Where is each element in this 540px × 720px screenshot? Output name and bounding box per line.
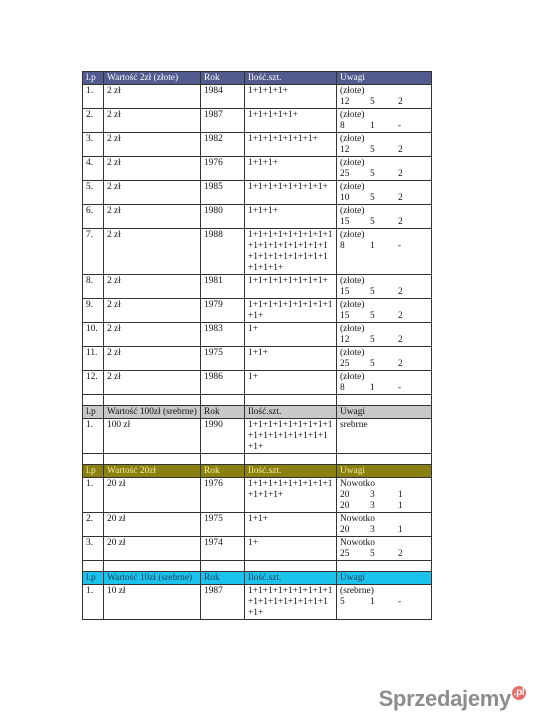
note-numbers [340, 311, 428, 322]
note-number: 3 [370, 525, 375, 535]
qty-text: 1+1+1+1+1+1+1+1+1+1+1+1+ [248, 479, 333, 500]
header-notes: Uwagi [337, 572, 432, 585]
row-notes [337, 513, 432, 537]
header-notes: Uwagi [337, 72, 432, 85]
row-lp: 4. [83, 157, 104, 181]
row-notes [337, 157, 432, 181]
note-number: 2 [398, 287, 403, 297]
row-notes [337, 229, 432, 275]
qty-text: 1+1+1+ [248, 158, 278, 168]
row-notes [337, 537, 432, 561]
note-number: 5 [370, 549, 375, 559]
row-value: 2 zł [104, 323, 201, 347]
row-value: 2 zł [104, 85, 201, 109]
note-label: Nowotko [340, 514, 375, 524]
table-row [83, 275, 432, 299]
section-header-row [83, 465, 432, 478]
note-number: 5 [370, 335, 375, 345]
row-lp: 1. [83, 478, 104, 513]
note-number: 25 [340, 359, 350, 369]
row-lp: 12. [83, 371, 104, 395]
row-notes [337, 109, 432, 133]
note-label: (złote) [340, 134, 365, 144]
row-qty [245, 478, 337, 513]
note-label: (złote) [340, 348, 365, 358]
table-row [83, 347, 432, 371]
header-qty: Ilość.szt. [245, 572, 337, 585]
header-lp: l.p [83, 72, 104, 85]
sprzedajemy-watermark [379, 686, 526, 712]
note-number: 8 [340, 383, 345, 393]
note-numbers [340, 145, 428, 156]
table-row [83, 205, 432, 229]
note-number: 2 [398, 169, 403, 179]
section-header-row [83, 406, 432, 419]
header-value: Wartość 20zł [104, 465, 201, 478]
qty-text: 1+1+ [248, 514, 268, 524]
qty-text: 1+1+1+ [248, 206, 278, 216]
note-number: 12 [340, 335, 350, 345]
row-qty [245, 181, 337, 205]
row-value: 20 zł [104, 513, 201, 537]
note-number: 3 [370, 490, 375, 500]
row-value: 2 zł [104, 157, 201, 181]
spacer-cell [83, 454, 104, 465]
row-qty [245, 513, 337, 537]
note-number: 15 [340, 287, 350, 297]
note-label: (złote) [340, 182, 365, 192]
note-number: 10 [340, 193, 350, 203]
row-qty [245, 419, 337, 454]
note-number: 2 [398, 311, 403, 321]
note-numbers [340, 169, 428, 180]
qty-text: 1+1+1+1+1+1+1+1+1+1+1+1+1+1+1+1+1+1+1+1+1+1+1+1+1+1+1+1+ [248, 230, 333, 273]
note-number: 15 [340, 217, 350, 227]
table-row [83, 181, 432, 205]
section-header-row [83, 72, 432, 85]
table-row [83, 229, 432, 275]
note-numbers [340, 241, 428, 252]
note-number: 1 [370, 597, 375, 607]
row-lp: 3. [83, 133, 104, 157]
row-notes [337, 585, 432, 620]
row-notes [337, 478, 432, 513]
row-qty [245, 585, 337, 620]
note-label: (złote) [340, 230, 365, 240]
row-year: 1987 [201, 585, 245, 620]
note-number: 2 [398, 193, 403, 203]
header-year: Rok [201, 465, 245, 478]
table-row [83, 133, 432, 157]
spacer-cell [245, 561, 337, 572]
row-year: 1976 [201, 478, 245, 513]
note-label: (złote) [340, 372, 365, 382]
header-qty: Ilość.szt. [245, 406, 337, 419]
note-number: 1 [370, 241, 375, 251]
spacer-cell [337, 454, 432, 465]
row-notes [337, 275, 432, 299]
row-year: 1981 [201, 275, 245, 299]
note-number: 3 [370, 501, 375, 511]
table-row [83, 85, 432, 109]
note-number: - [398, 597, 402, 607]
spacer-cell [104, 561, 201, 572]
spacer-row [83, 395, 432, 406]
note-label: Nowotko [340, 479, 375, 489]
header-lp: l.p [83, 465, 104, 478]
section-header-row [83, 572, 432, 585]
row-notes [337, 299, 432, 323]
row-notes [337, 85, 432, 109]
note-number: 1 [370, 121, 375, 131]
table-row [83, 537, 432, 561]
row-year: 1988 [201, 229, 245, 275]
note-number: 25 [340, 549, 350, 559]
note-label: (złote) [340, 158, 365, 168]
row-notes [337, 419, 432, 454]
row-lp: 3. [83, 537, 104, 561]
note-number: 1 [398, 525, 403, 535]
note-numbers [340, 490, 428, 501]
note-number: - [398, 121, 402, 131]
spacer-cell [337, 561, 432, 572]
row-value: 20 zł [104, 478, 201, 513]
spacer-cell [201, 561, 245, 572]
row-qty [245, 371, 337, 395]
coin-inventory-table [82, 71, 432, 620]
note-number: - [398, 241, 402, 251]
qty-text: 1+ [248, 324, 258, 334]
qty-text: 1+1+1+1+ [248, 86, 288, 96]
note-number: 5 [370, 97, 375, 107]
note-number: 25 [340, 169, 350, 179]
row-year: 1986 [201, 371, 245, 395]
row-year: 1984 [201, 85, 245, 109]
note-number: 1 [398, 490, 403, 500]
row-lp: 1. [83, 585, 104, 620]
row-lp: 7. [83, 229, 104, 275]
note-number: 2 [398, 359, 403, 369]
spacer-cell [201, 395, 245, 406]
row-value: 2 zł [104, 109, 201, 133]
note-numbers [340, 97, 428, 108]
row-qty [245, 133, 337, 157]
row-year: 1975 [201, 347, 245, 371]
table-row [83, 157, 432, 181]
qty-text: 1+1+1+1+1+1+1+1+1+1+ [248, 300, 333, 321]
spacer-row [83, 561, 432, 572]
spacer-cell [245, 454, 337, 465]
row-lp: 1. [83, 85, 104, 109]
header-year: Rok [201, 406, 245, 419]
note-label: (złote) [340, 110, 365, 120]
row-value: 2 zł [104, 347, 201, 371]
row-year: 1983 [201, 323, 245, 347]
header-value: Wartość 2zł (złote) [104, 72, 201, 85]
row-qty [245, 347, 337, 371]
header-qty: Ilość.szt. [245, 465, 337, 478]
table-row [83, 323, 432, 347]
table-row [83, 419, 432, 454]
qty-text: 1+1+1+1+1+1+1+1+1+1+1+1+1+1+1+1+1+1+ [248, 586, 333, 618]
header-lp: l.p [83, 572, 104, 585]
row-notes [337, 133, 432, 157]
note-label: (złote) [340, 86, 365, 96]
note-number: 15 [340, 311, 350, 321]
note-number: 20 [340, 501, 350, 511]
row-qty [245, 109, 337, 133]
row-year: 1990 [201, 419, 245, 454]
note-number: 12 [340, 97, 350, 107]
row-qty [245, 85, 337, 109]
note-label: (złote) [340, 206, 365, 216]
note-numbers [340, 121, 428, 132]
note-numbers [340, 525, 428, 536]
note-numbers [340, 597, 428, 608]
row-lp: 2. [83, 513, 104, 537]
row-lp: 8. [83, 275, 104, 299]
row-value: 2 zł [104, 229, 201, 275]
qty-text: 1+1+1+1+1+1+1+ [248, 134, 318, 144]
spacer-cell [104, 395, 201, 406]
spacer-cell [245, 395, 337, 406]
qty-text: 1+1+ [248, 348, 268, 358]
row-year: 1985 [201, 181, 245, 205]
row-notes [337, 205, 432, 229]
note-number: 8 [340, 241, 345, 251]
row-lp: 10. [83, 323, 104, 347]
spacer-cell [83, 561, 104, 572]
header-value: Wartość 10zł (srebrne) [104, 572, 201, 585]
table-row [83, 299, 432, 323]
qty-text: 1+ [248, 538, 258, 548]
header-notes: Uwagi [337, 406, 432, 419]
note-number: 20 [340, 525, 350, 535]
note-numbers [340, 287, 428, 298]
note-number: 2 [398, 335, 403, 345]
row-notes [337, 371, 432, 395]
note-label: (złote) [340, 276, 365, 286]
row-value: 2 zł [104, 205, 201, 229]
note-number: 2 [398, 97, 403, 107]
row-qty [245, 229, 337, 275]
row-value: 2 zł [104, 371, 201, 395]
row-value: 20 zł [104, 537, 201, 561]
row-lp: 2. [83, 109, 104, 133]
table-row [83, 585, 432, 620]
row-value: 10 zł [104, 585, 201, 620]
header-qty: Ilość.szt. [245, 72, 337, 85]
table-row [83, 513, 432, 537]
note-label: srebrne [340, 420, 368, 430]
note-number: 20 [340, 490, 350, 500]
row-value: 2 zł [104, 133, 201, 157]
table-row [83, 371, 432, 395]
row-year: 1975 [201, 513, 245, 537]
row-lp: 1. [83, 419, 104, 454]
table-row [83, 478, 432, 513]
note-number: 8 [340, 121, 345, 131]
row-year: 1980 [201, 205, 245, 229]
row-value: 2 zł [104, 181, 201, 205]
watermark-suffix: .pl [513, 687, 525, 698]
row-qty [245, 537, 337, 561]
note-number: 2 [398, 217, 403, 227]
note-numbers [340, 383, 428, 394]
table-row [83, 109, 432, 133]
row-year: 1987 [201, 109, 245, 133]
row-lp: 11. [83, 347, 104, 371]
note-number: 5 [370, 145, 375, 155]
row-year: 1974 [201, 537, 245, 561]
row-year: 1976 [201, 157, 245, 181]
note-numbers [340, 335, 428, 346]
note-number: 5 [370, 217, 375, 227]
row-qty [245, 157, 337, 181]
spacer-row [83, 454, 432, 465]
qty-text: 1+1+1+1+1+ [248, 110, 298, 120]
header-lp: l.p [83, 406, 104, 419]
spacer-cell [201, 454, 245, 465]
note-label: (złote) [340, 300, 365, 310]
qty-text: 1+ [248, 372, 258, 382]
qty-text: 1+1+1+1+1+1+1+1+1+1+1+1+1+1+1+1+1+1+ [248, 420, 333, 452]
row-value: 100 zł [104, 419, 201, 454]
row-notes [337, 323, 432, 347]
row-qty [245, 205, 337, 229]
spacer-cell [104, 454, 201, 465]
row-lp: 6. [83, 205, 104, 229]
row-notes [337, 181, 432, 205]
table-body [83, 72, 432, 620]
note-label: Nowotko [340, 538, 375, 548]
note-numbers [340, 359, 428, 370]
row-year: 1982 [201, 133, 245, 157]
note-number: 5 [340, 597, 345, 607]
row-lp: 5. [83, 181, 104, 205]
row-qty [245, 299, 337, 323]
note-number: 5 [370, 193, 375, 203]
header-year: Rok [201, 572, 245, 585]
row-year: 1979 [201, 299, 245, 323]
note-numbers [340, 193, 428, 204]
note-label: (srebrne) [340, 586, 374, 596]
row-notes [337, 347, 432, 371]
row-value: 2 zł [104, 275, 201, 299]
note-number: 1 [370, 383, 375, 393]
header-year: Rok [201, 72, 245, 85]
qty-text: 1+1+1+1+1+1+1+1+ [248, 182, 328, 192]
row-value: 2 zł [104, 299, 201, 323]
note-number: 5 [370, 169, 375, 179]
watermark-text: Sprzedajemy [378, 686, 511, 711]
note-number: 5 [370, 311, 375, 321]
note-numbers [340, 549, 428, 560]
spacer-cell [83, 395, 104, 406]
note-numbers-extra [340, 501, 428, 512]
note-numbers [340, 217, 428, 228]
row-qty [245, 275, 337, 299]
note-number: 12 [340, 145, 350, 155]
header-notes: Uwagi [337, 465, 432, 478]
note-label: (złote) [340, 324, 365, 334]
note-number: 5 [370, 359, 375, 369]
row-lp: 9. [83, 299, 104, 323]
note-number: 2 [398, 145, 403, 155]
header-value: Wartość 100zł (srebrne) [104, 406, 201, 419]
note-number: 5 [370, 287, 375, 297]
note-number: 2 [398, 549, 403, 559]
note-number: 1 [398, 501, 403, 511]
spacer-cell [337, 395, 432, 406]
qty-text: 1+1+1+1+1+1+1+1+ [248, 276, 328, 286]
row-qty [245, 323, 337, 347]
note-number: - [398, 383, 402, 393]
